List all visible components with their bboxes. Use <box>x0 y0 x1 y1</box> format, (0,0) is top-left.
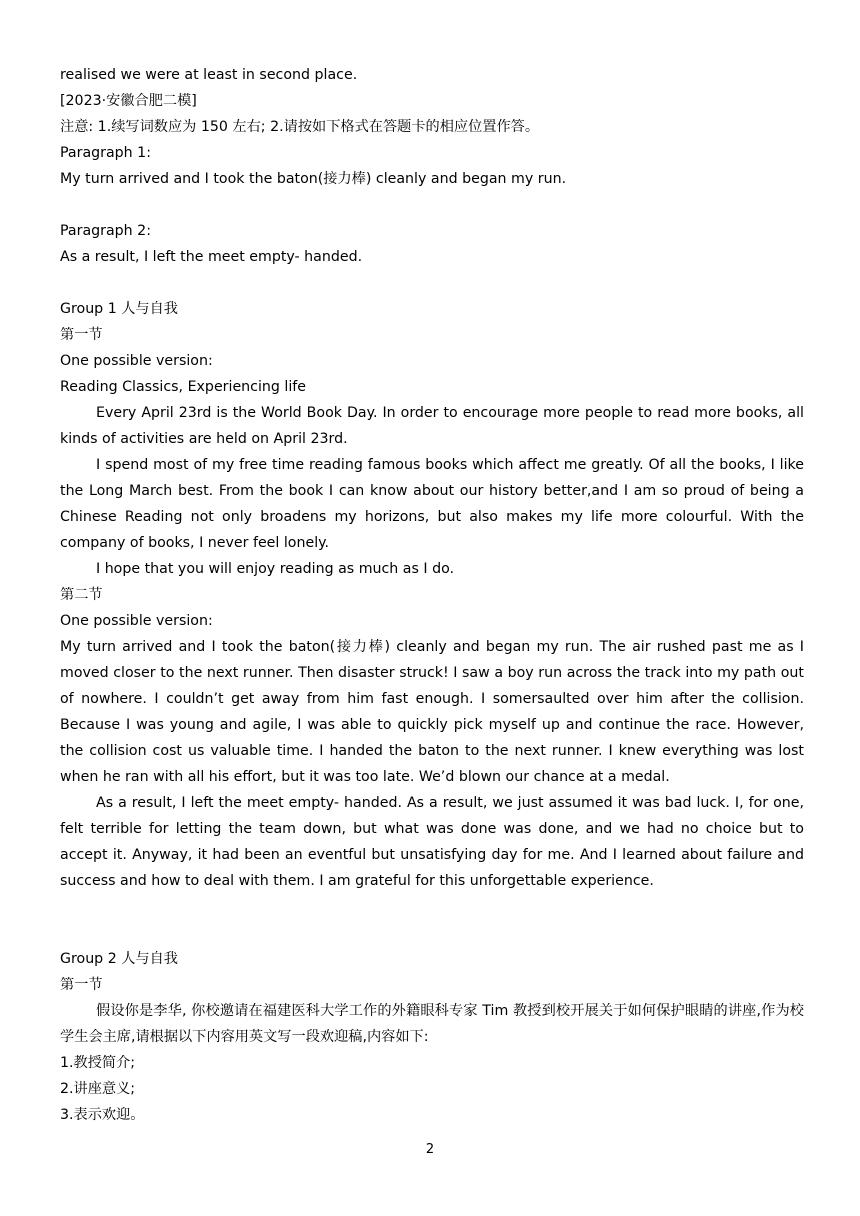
group1-section2-heading: 第二节 <box>60 587 103 603</box>
requirement-item-1: 1.教授简介; <box>60 1055 136 1071</box>
requirement-item-2: 2.讲座意义; <box>60 1081 136 1097</box>
group2-prompt: 假设你是李华, 你校邀请在福建医科大学工作的外籍眼科专家 Tim 教授到校开展关于如何保护眼睛的讲座,作为校学生会主席,请根据以下内容用英文写一段欢迎稿,内容如下: <box>60 1003 804 1045</box>
paragraph1-label: Paragraph 1: <box>60 145 151 161</box>
group2-section1-heading: 第一节 <box>60 977 103 993</box>
paragraph1-opening: My turn arrived and I took the baton(接力棒) cleanly and began my run. <box>60 171 567 187</box>
essay-paragraph-1: Every April 23rd is the World Book Day. In order to encourage more people to read more books, all kinds of activities are held on April 23rd. <box>60 405 804 447</box>
instruction-note: 注意: 1.续写词数应为 150 左右; 2.请按如下格式在答题卡的相应位置作答。 <box>60 119 540 135</box>
essay-paragraph-3: I hope that you will enjoy reading as much as I do. <box>96 561 455 577</box>
essay-title: Reading Classics, Experiencing life <box>60 379 307 395</box>
continuation-paragraph-2: As a result, I left the meet empty- handed. As a result, we just assumed it was bad luck. I, for one, felt terrible for letting the team down, but what was done was done, and we had no choice but to accept it. Anyway, it had been an eventful but unsatisfying day for me. And I learned about failure and success and how to deal with them. I am grateful for this unforgettable experience. <box>60 795 804 889</box>
document-page <box>60 62 804 1128</box>
group1-section1-heading: 第一节 <box>60 327 103 343</box>
group1-version2-label: One possible version: <box>60 613 213 629</box>
paragraph2-label: Paragraph 2: <box>60 223 151 239</box>
paragraph2-opening: As a result, I left the meet empty- handed. <box>60 249 363 265</box>
requirement-item-3: 3.表示欢迎。 <box>60 1107 145 1123</box>
group2-title: Group 2 人与自我 <box>60 951 178 967</box>
essay-paragraph-2: I spend most of my free time reading famous books which affect me greatly. Of all the books, I like the Long March best. From the book I can know about our history better,and I am so proud of being a Chinese Reading not only broadens my horizons, but also makes my life more colourful. With the company of books, I never feel lonely. <box>60 457 804 551</box>
group1-title: Group 1 人与自我 <box>60 301 178 317</box>
page-number: 2 <box>425 1142 435 1157</box>
continuation-paragraph-1: My turn arrived and I took the baton(接力棒) cleanly and began my run. The air rushed past me as I moved closer to the next runner. Then disaster struck! I saw a boy run across the track into my path out of nowhere. I couldn’t get away from him fast enough. I somersaulted over him after the collision. Because I was young and agile, I was able to quickly pick myself up and continue the race. However, the collision cost us valuable time. I handed the baton to the next runner. I knew everything was lost when he ran with all his effort, but it was too late. We’d blown our chance at a medal. <box>60 639 804 785</box>
previous-passage-line: realised we were at least in second place. <box>60 67 358 83</box>
group1-version-label: One possible version: <box>60 353 213 369</box>
source-label: [2023·安徽合肥二模] <box>60 93 197 109</box>
